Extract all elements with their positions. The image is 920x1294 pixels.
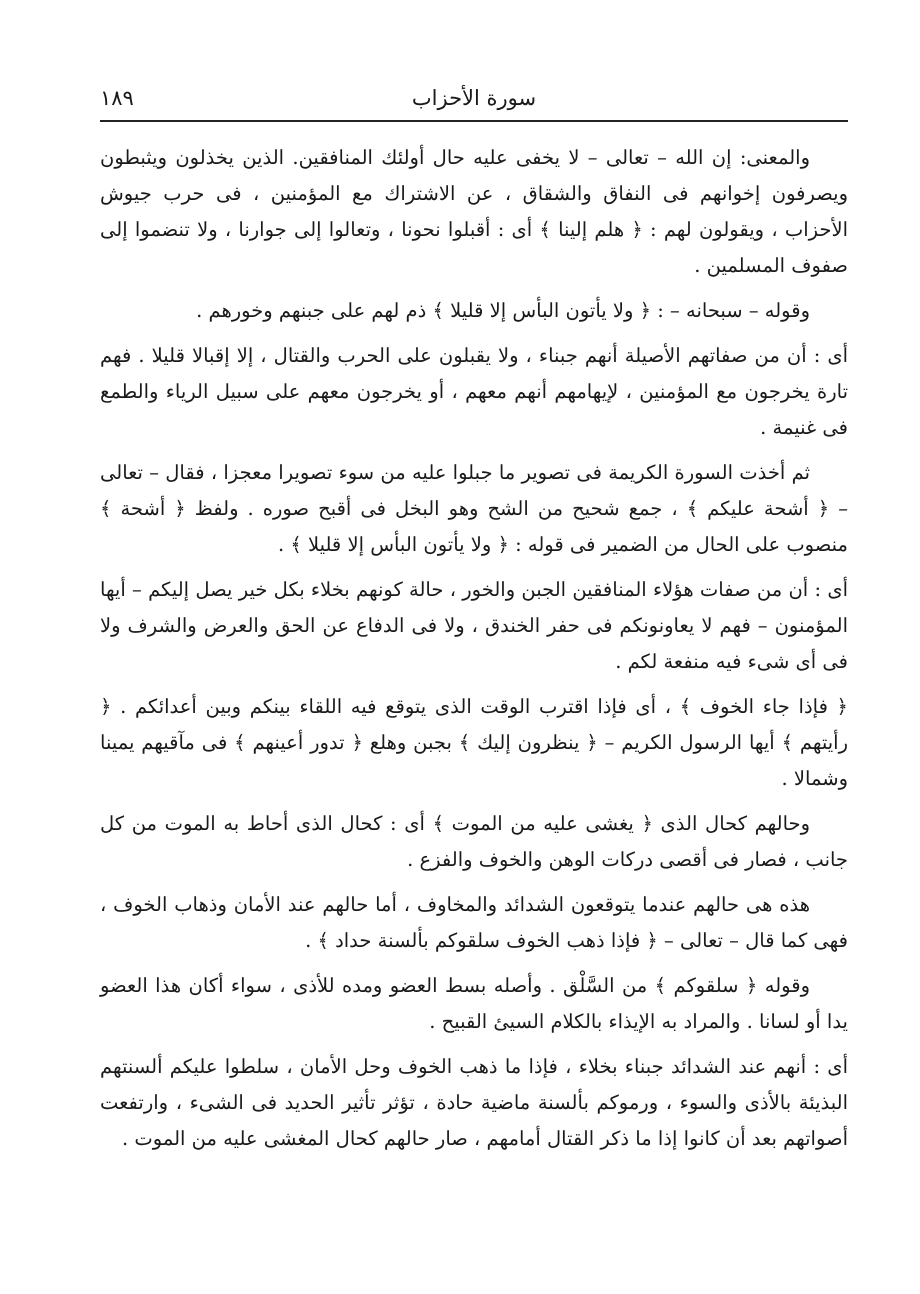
paragraph: أى : أنهم عند الشدائد جبناء بخلاء ، فإذا ما ذهب الخوف وحل الأمان ، سلطوا عليكم ألسنتهم البذيئة بالأذى والسوء ، ورموكم بألسنة ماضية حادة ، تؤثر تأثير الحديد فى الشىء ، وارتفعت أصواتهم بعد أن كانوا إذا ما ذكر القتال أمامهم ، صار حالهم كحال المغشى عليه من الموت . <box>100 1055 848 1150</box>
paragraph: ﴿ فإذا جاء الخوف ﴾ ، أى فإذا اقترب الوقت الذى يتوقع فيه اللقاء بينكم وبين أعدائكم . ﴿ رأيتهم ﴾ أيها الرسول الكريم – ﴿ ينظرون إليك ﴾ بجبن وهلع ﴿ تدور أعينهم ﴾ فى مآقيهم يمينا وشمالا . <box>100 695 848 790</box>
paragraph: وحالهم كحال الذى ﴿ يغشى عليه من الموت ﴾ أى : كحال الذى أحاط به الموت من كل جانب ، فصار فى أقصى دركات الوهن والخوف والفزع . <box>100 812 848 871</box>
page-number: ١٨٩ <box>100 86 134 110</box>
paragraph: أى : أن من صفاتهم الأصيلة أنهم جبناء ، ولا يقبلون على الحرب والقتال ، إلا إقبالا قليلا . فهم تارة يخرجون مع المؤمنين ، لإيهامهم أنهم معهم ، أو يخرجون معهم على سبيل الرياء والطمع فى غنيمة . <box>100 344 848 439</box>
paragraph: والمعنى: إن الله – تعالى – لا يخفى عليه حال أولئك المنافقين. الذين يخذلون ويثبطون ويصرفون إخوانهم فى النفاق والشقاق ، عن الاشتراك مع المؤمنين ، فى حرب جيوش الأحزاب ، ويقولون لهم : ﴿ هلم إلينا ﴾ أى : أقبلوا نحونا ، وتعالوا إلى جوارنا ، ولا تنضموا إلى صفوف المسلمين . <box>100 146 848 277</box>
tafsir-text <box>100 140 848 1166</box>
paragraph: وقوله ﴿ سلقوكم ﴾ من السَّلْق . وأصله بسط العضو ومده للأذى ، سواء أكان هذا العضو يدا أو لسانا . والمراد به الإيذاء بالكلام السيئ القبيح . <box>100 974 848 1033</box>
paragraph: هذه هى حالهم عندما يتوقعون الشدائد والمخاوف ، أما حالهم عند الأمان وذهاب الخوف ، فهى كما قال – تعالى – ﴿ فإذا ذهب الخوف سلقوكم بألسنة حداد ﴾ . <box>100 893 848 952</box>
paragraph: ثم أخذت السورة الكريمة فى تصوير ما جبلوا عليه من سوء تصويرا معجزا ، فقال – تعالى – ﴿ أشحة عليكم ﴾ ، جمع شحيح من الشح وهو البخل فى أقبح صوره . ولفظ ﴿ أشحة ﴾ منصوب على الحال من الضمير فى قوله : ﴿ ولا يأتون البأس إلا قليلا ﴾ . <box>100 461 848 556</box>
surah-title: سورة الأحزاب <box>411 86 537 110</box>
page-header <box>100 86 848 122</box>
paragraph: أى : أن من صفات هؤلاء المنافقين الجبن والخور ، حالة كونهم بخلاء بكل خير يصل إليكم – أيها المؤمنون – فهم لا يعاونونكم فى حفر الخندق ، ولا فى الدفاع عن الحق والعرض والشرف ولا فى أى شىء فيه منفعة لكم . <box>100 578 848 673</box>
paragraph: وقوله – سبحانه – : ﴿ ولا يأتون البأس إلا قليلا ﴾ ذم لهم على جبنهم وخورهم . <box>196 299 810 322</box>
